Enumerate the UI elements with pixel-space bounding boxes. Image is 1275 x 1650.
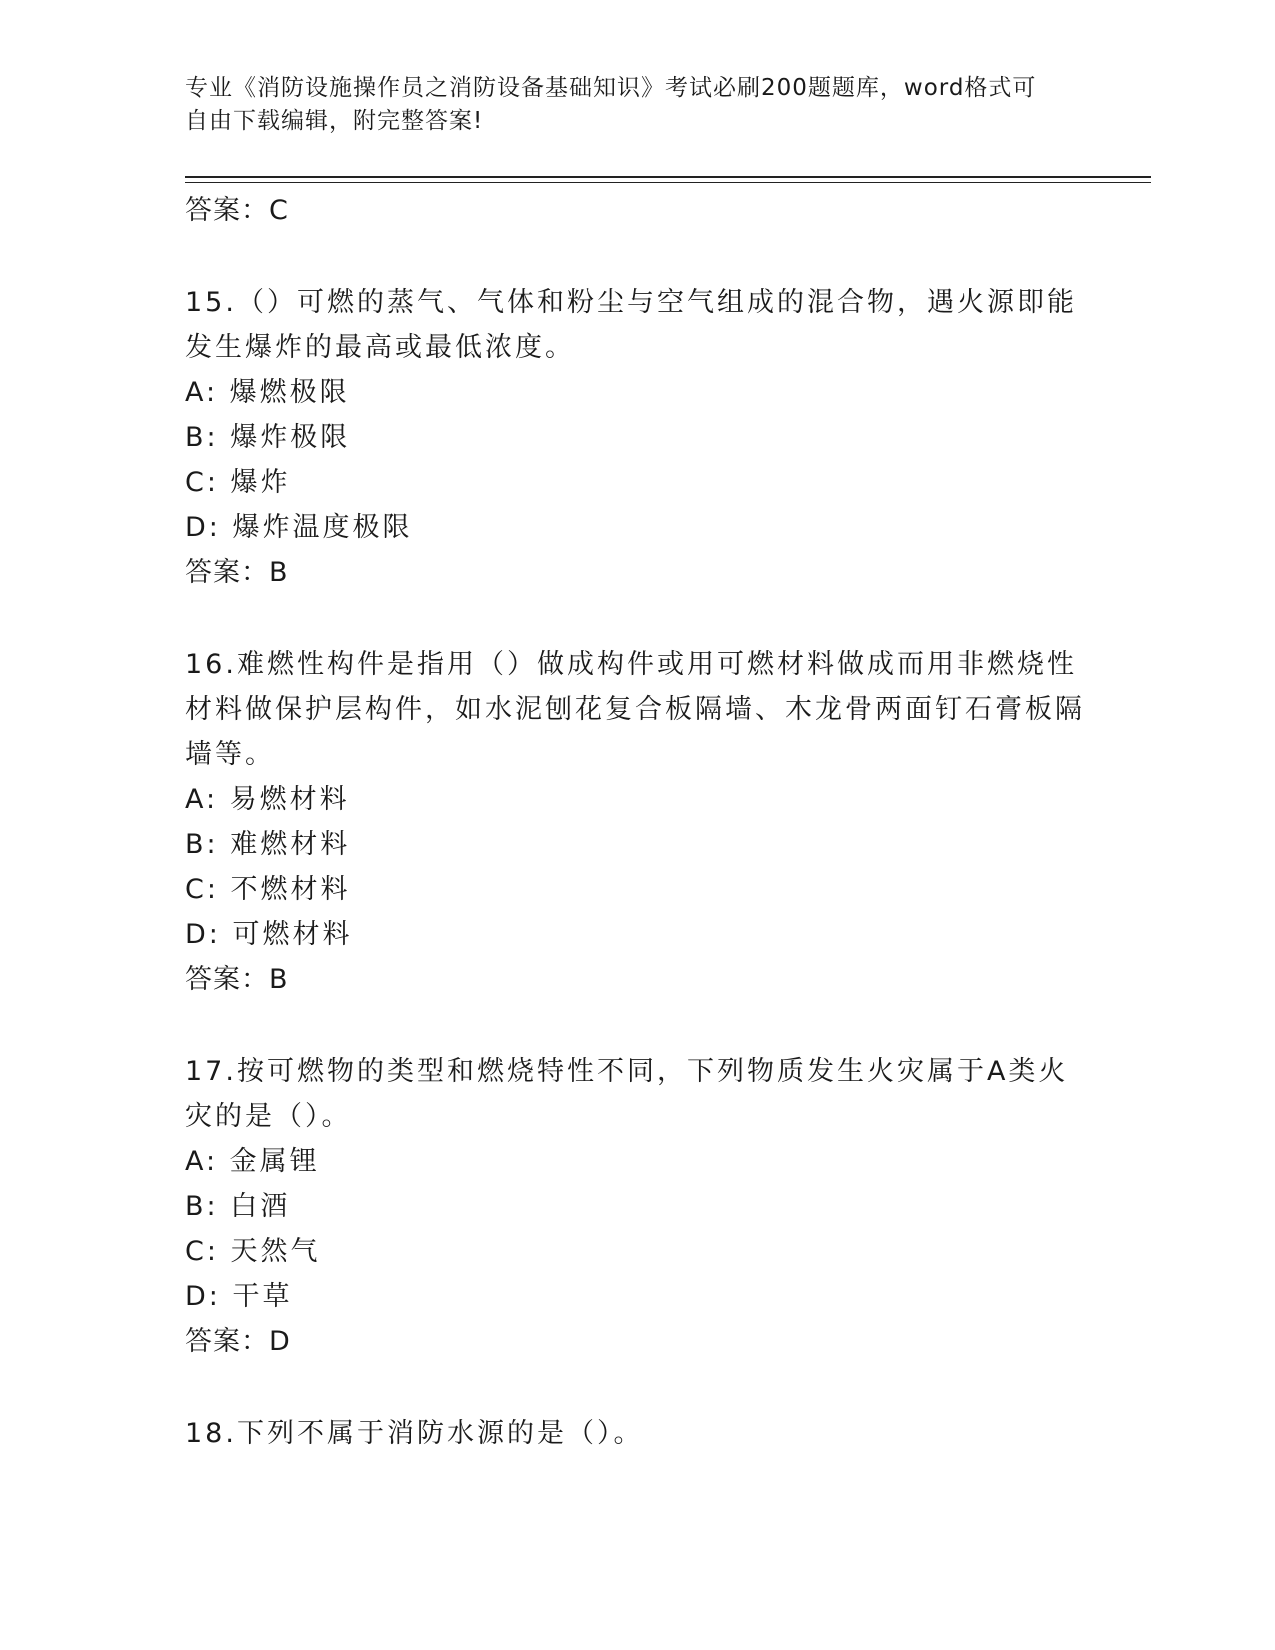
question-list bbox=[185, 188, 1085, 1456]
option-b: B: 白酒 bbox=[185, 1191, 291, 1222]
option-a: A: 爆燃极限 bbox=[185, 377, 350, 408]
answer-line: 答案：B bbox=[185, 557, 289, 588]
answer-line: 答案：D bbox=[185, 1326, 291, 1357]
option-a: A: 金属锂 bbox=[185, 1146, 320, 1177]
question-16 bbox=[185, 642, 1085, 1003]
previous-answer: 答案：C bbox=[185, 195, 289, 226]
header-rule-thin bbox=[185, 182, 1151, 183]
option-b: B: 爆炸极限 bbox=[185, 422, 351, 453]
option-b: B: 难燃材料 bbox=[185, 829, 351, 860]
option-d: D: 可燃材料 bbox=[185, 919, 353, 950]
option-a: A: 易燃材料 bbox=[185, 784, 350, 815]
question-text: 16.难燃性构件是指用（）做成构件或用可燃材料做成而用非燃烧性材料做保护层构件，如水泥刨花复合板隔墙、木龙骨两面钉石膏板隔墙等。 bbox=[185, 649, 1085, 770]
option-c: C: 不燃材料 bbox=[185, 874, 351, 905]
answer-line: 答案：B bbox=[185, 964, 289, 995]
question-text: 17.按可燃物的类型和燃烧特性不同，下列物质发生火灾属于A类火灾的是（）。 bbox=[185, 1056, 1069, 1132]
question-text: 15.（）可燃的蒸气、气体和粉尘与空气组成的混合物，遇火源即能发生爆炸的最高或最低浓度。 bbox=[185, 287, 1077, 363]
header-rule-thick bbox=[185, 176, 1151, 178]
question-17 bbox=[185, 1049, 1085, 1365]
option-d: D: 干草 bbox=[185, 1281, 293, 1312]
question-18 bbox=[185, 1411, 1085, 1456]
option-c: C: 爆炸 bbox=[185, 467, 291, 498]
document-header: 专业《消防设施操作员之消防设备基础知识》考试必刷200题题库，word格式可 自由下载编辑，附完整答案! bbox=[185, 75, 1037, 134]
option-c: C: 天然气 bbox=[185, 1236, 321, 1267]
question-text: 18.下列不属于消防水源的是（）。 bbox=[185, 1418, 644, 1449]
question-15 bbox=[185, 280, 1085, 596]
option-d: D: 爆炸温度极限 bbox=[185, 512, 413, 543]
